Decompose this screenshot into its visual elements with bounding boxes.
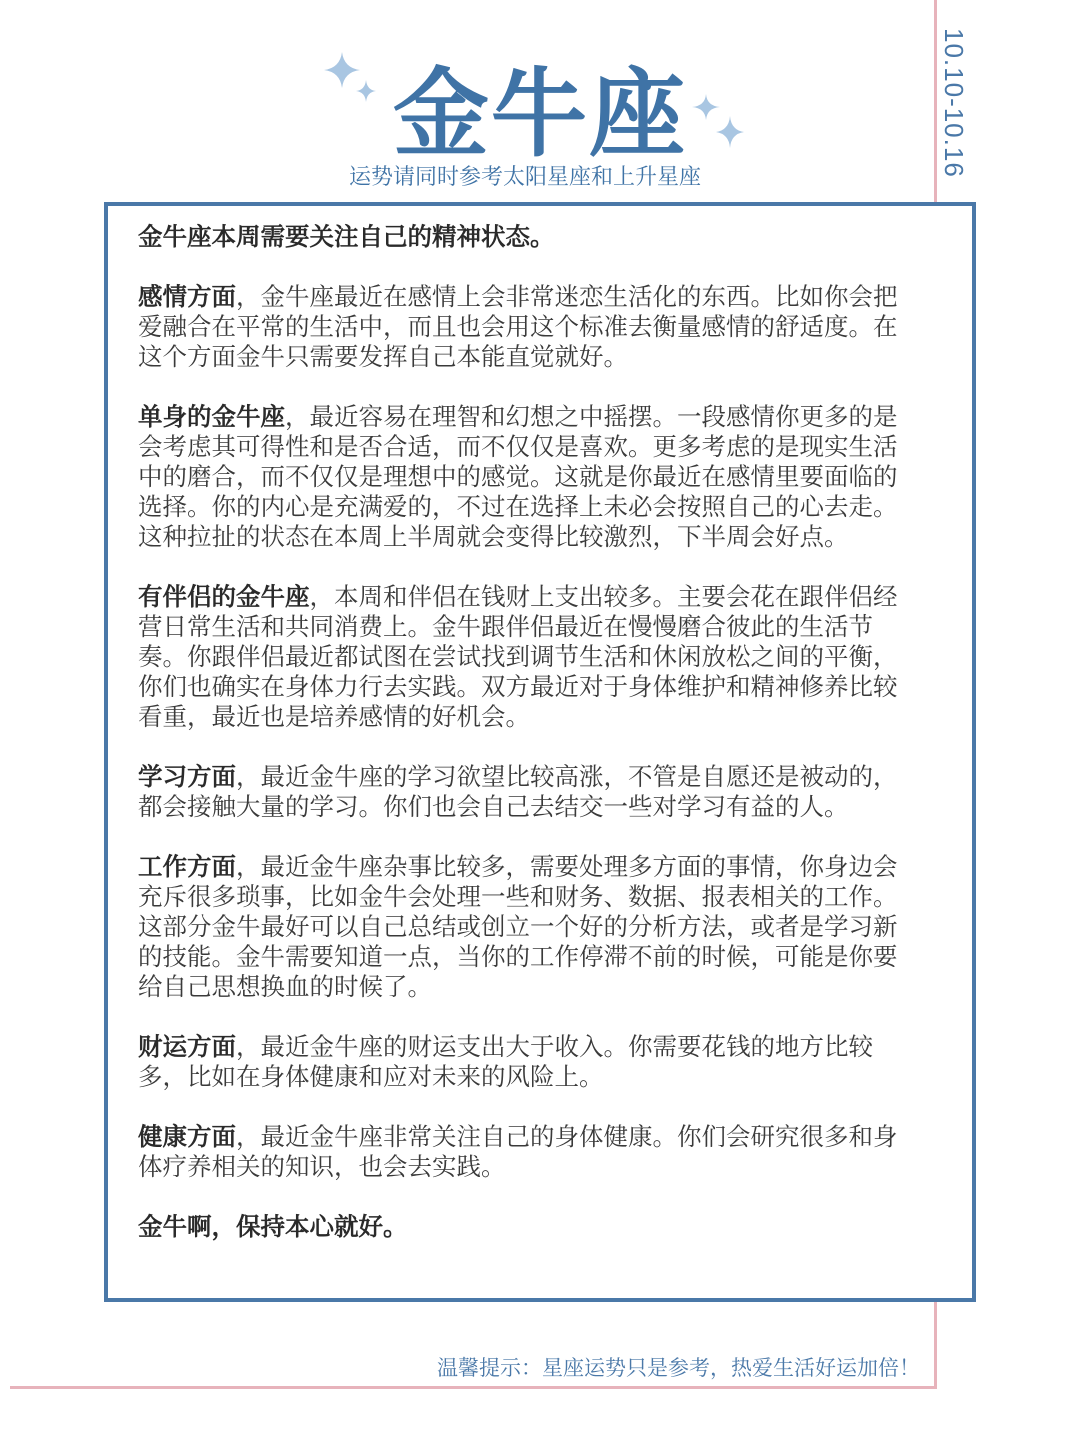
date-range: 10.10-10.16 xyxy=(939,28,969,178)
content-body xyxy=(138,222,918,1272)
paragraph: 财运方面，最近金牛座的财运支出大于收入。你需要花钱的地方比较多，比如在身体健康和应对未来的风险上。 xyxy=(138,1032,873,1091)
page-title: 金牛座 xyxy=(393,58,687,170)
paragraph: 金牛啊，保持本心就好。 xyxy=(138,1212,408,1241)
paragraph: 健康方面，最近金牛座非常关注自己的身体健康。你们会研究很多和身体疗养相关的知识，也会去实践。 xyxy=(138,1122,898,1181)
paragraph: 工作方面，最近金牛座杂事比较多，需要处理多方面的事情，你身边会充斥很多琐事，比如金牛会处理一些和财务、数据、报表相关的工作。这部分金牛最好可以自己总结或创立一个好的分析方法，或者是学习新的技能。金牛需要知道一点，当你的工作停滞不前的时候，可能是你要给自己思想换血的时候了。 xyxy=(138,852,898,1001)
pink-horizontal-line xyxy=(10,1386,937,1389)
paragraph: 单身的金牛座，最近容易在理智和幻想之中摇摆。一段感情你更多的是会考虑其可得性和是否合适，而不仅仅是喜欢。更多考虑的是现实生活中的磨合，而不仅仅是理想中的感觉。这就是你最近在感情里要面临的选择。你的内心是充满爱的，不过在选择上未必会按照自己的心去走。这种拉扯的状态在本周上半周就会变得比较激烈，下半周会好点。 xyxy=(138,402,898,551)
content-card xyxy=(104,202,976,1302)
subtitle: 运势请同时参考太阳星座和上升星座 xyxy=(348,165,701,190)
paragraph: 有伴侣的金牛座，本周和伴侣在钱财上支出较多。主要会花在跟伴侣经营日常生活和共同消费上。金牛跟伴侣最近在慢慢磨合彼此的生活节奏。你跟伴侣最近都试图在尝试找到调节生活和休闲放松之间的平衡，你们也确实在身体力行去实践。双方最近对于身体维护和精神修养比较看重，最近也是培养感情的好机会。 xyxy=(138,582,898,731)
footer-tip: 温馨提示：星座运势只是参考，热爱生活好运加倍！ xyxy=(437,1356,920,1380)
paragraph: 感情方面，金牛座最近在感情上会非常迷恋生活化的东西。比如你会把爱融合在平常的生活中，而且也会用这个标准去衡量感情的舒适度。在这个方面金牛只需要发挥自己本能直觉就好。 xyxy=(138,282,898,371)
paragraph: 金牛座本周需要关注自己的精神状态。 xyxy=(138,222,555,251)
paragraph: 学习方面，最近金牛座的学习欲望比较高涨，不管是自愿还是被动的，都会接触大量的学习。你们也会自己去结交一些对学习有益的人。 xyxy=(138,762,898,821)
